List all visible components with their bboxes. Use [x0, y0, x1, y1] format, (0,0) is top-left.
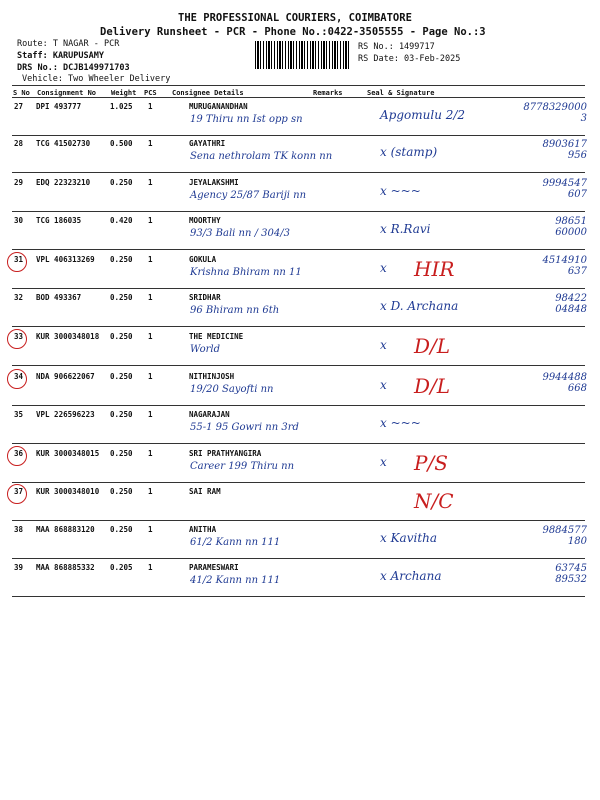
col-header-weight: Weight — [111, 89, 137, 97]
row-signature: x — [380, 455, 387, 469]
row-weight: 0.420 — [110, 216, 133, 225]
col-header-pcs: PCS — [144, 89, 157, 97]
row-weight: 0.250 — [110, 178, 133, 187]
row-sno: 27 — [14, 102, 24, 111]
circle-mark-icon — [7, 252, 27, 272]
row-divider — [12, 249, 585, 250]
table-row — [12, 559, 585, 597]
row-weight: 0.250 — [110, 525, 133, 534]
row-handwritten-address: Career 199 Thiru nn — [190, 461, 295, 472]
row-consignee-name: PARAMESWARI — [189, 563, 239, 572]
row-sno: 33 — [14, 332, 23, 341]
row-status-mark: N/C — [414, 489, 454, 513]
row-handwritten-address: 41/2 Kann nn 111 — [190, 575, 281, 586]
table-row — [12, 445, 585, 483]
row-sno: 36 — [14, 449, 23, 458]
row-handwritten-phone: 98651 60000 — [555, 216, 587, 238]
row-handwritten-phone: 9944488 668 — [542, 372, 587, 394]
row-handwritten-address: 96 Bhiram nn 6th — [190, 305, 280, 316]
row-handwritten-address: 93/3 Bali nn / 304/3 — [190, 228, 290, 239]
row-handwritten-phone: 9994547 607 — [542, 178, 587, 200]
table-row — [12, 483, 585, 521]
row-sno: 29 — [14, 178, 24, 187]
row-consignment-no: MAA 868883120 — [36, 525, 95, 534]
row-consignment-no: KUR 3000348018 — [36, 332, 100, 341]
row-pcs: 1 — [148, 332, 153, 341]
row-weight: 0.250 — [110, 372, 133, 381]
header-rule-top — [12, 85, 585, 86]
route-label: Route: T NAGAR - PCR — [17, 39, 120, 49]
row-pcs: 1 — [148, 563, 153, 572]
col-header-consignment: Consignment No — [37, 89, 97, 97]
row-signature: x Archana — [380, 569, 442, 583]
row-consignee-name: MURUGANANDHAN — [189, 102, 248, 111]
table-row — [12, 289, 585, 327]
row-consignee-name: GOKULA — [189, 255, 217, 264]
row-consignee-name: GAYATHRI — [189, 139, 226, 148]
col-header-remarks: Remarks — [313, 89, 343, 97]
row-divider — [12, 365, 585, 366]
table-row — [12, 251, 585, 289]
row-weight: 0.250 — [110, 449, 133, 458]
row-pcs: 1 — [148, 449, 153, 458]
row-handwritten-phone: 9884577 180 — [542, 525, 587, 547]
row-status-mark: D/L — [414, 374, 451, 398]
row-pcs: 1 — [148, 139, 153, 148]
row-status-mark: P/S — [414, 451, 448, 475]
circle-mark-icon — [7, 369, 27, 389]
table-row — [12, 98, 585, 136]
row-sno: 28 — [14, 139, 24, 148]
row-consignment-no: VPL 226596223 — [36, 410, 95, 419]
row-consignee-name: SRI PRATHYANGIRA — [189, 449, 262, 458]
row-sno: 30 — [14, 216, 24, 225]
row-handwritten-phone: 4514910 637 — [542, 255, 587, 277]
circle-mark-icon — [7, 329, 27, 349]
row-signature: x — [380, 261, 387, 275]
row-signature: x ~~~ — [380, 184, 421, 198]
row-handwritten-address: Krishna Bhiram nn 11 — [190, 267, 302, 278]
row-weight: 0.500 — [110, 139, 133, 148]
rs-date: RS Date: 03-Feb-2025 — [358, 54, 461, 64]
row-signature: x D. Archana — [380, 299, 459, 313]
drs-number: DRS No.: DCJB149971703 — [17, 63, 130, 73]
row-sno: 32 — [14, 293, 24, 302]
row-signature: x (stamp) — [380, 145, 438, 159]
row-pcs: 1 — [148, 372, 153, 381]
row-consignment-no: BOD 493367 — [36, 293, 82, 302]
table-row — [12, 174, 585, 212]
row-status-mark: D/L — [414, 334, 451, 358]
row-signature: Apgomulu 2/2 — [380, 108, 466, 122]
table-row — [12, 328, 585, 366]
row-signature: x — [380, 338, 387, 352]
row-sno: 39 — [14, 563, 24, 572]
row-consignment-no: KUR 3000348010 — [36, 487, 100, 496]
row-status-mark: HIR — [414, 257, 455, 281]
row-handwritten-address: 19 Thiru nn Ist opp sn — [190, 114, 303, 125]
row-consignment-no: MAA 868885332 — [36, 563, 95, 572]
table-row — [12, 368, 585, 406]
col-header-consignee: Consignee Details — [172, 89, 244, 97]
row-handwritten-address: 61/2 Kann nn 111 — [190, 537, 281, 548]
row-consignee-name: NITHINJOSH — [189, 372, 235, 381]
row-weight: 0.250 — [110, 293, 133, 302]
table-row — [12, 135, 585, 173]
col-header-seal: Seal & Signature — [367, 89, 435, 97]
table-row — [12, 406, 585, 444]
row-signature: x R.Ravi — [380, 222, 431, 236]
row-consignment-no: KUR 3000348015 — [36, 449, 100, 458]
row-consignee-name: SAI RAM — [189, 487, 221, 496]
row-consignment-no: DPI 493777 — [36, 102, 82, 111]
row-pcs: 1 — [148, 178, 153, 187]
row-consignee-name: SRIDHAR — [189, 293, 221, 302]
row-divider — [12, 172, 585, 173]
row-handwritten-phone: 98422 04848 — [555, 293, 587, 315]
row-signature: x — [380, 378, 387, 392]
row-weight: 0.250 — [110, 255, 133, 264]
row-consignment-no: EDQ 22323210 — [36, 178, 91, 187]
row-consignment-no: TCG 186035 — [36, 216, 82, 225]
vehicle-label: Vehicle: Two Wheeler Delivery — [22, 74, 171, 84]
row-consignee-name: MOORTHY — [189, 216, 221, 225]
row-handwritten-address: Sena nethrolam TK konn nn — [190, 151, 333, 162]
row-sno: 37 — [14, 487, 23, 496]
row-handwritten-address: Agency 25/87 Bariji nn — [190, 190, 307, 201]
table-row — [12, 521, 585, 559]
row-signature: x Kavitha — [380, 531, 438, 545]
barcode-image — [255, 41, 350, 69]
row-consignee-name: NAGARAJAN — [189, 410, 230, 419]
row-weight: 1.025 — [110, 102, 133, 111]
row-consignment-no: TCG 41502730 — [36, 139, 91, 148]
row-handwritten-phone: 63745 89532 — [555, 563, 587, 585]
table-row — [12, 212, 585, 250]
row-signature: x ~~~ — [380, 416, 421, 430]
row-handwritten-phone: 8778329000 3 — [523, 102, 587, 124]
row-pcs: 1 — [148, 102, 153, 111]
row-pcs: 1 — [148, 293, 153, 302]
row-pcs: 1 — [148, 410, 153, 419]
row-weight: 0.250 — [110, 332, 133, 341]
circle-mark-icon — [7, 484, 27, 504]
row-pcs: 1 — [148, 216, 153, 225]
row-sno: 34 — [14, 372, 23, 381]
row-weight: 0.250 — [110, 487, 133, 496]
row-consignee-name: THE MEDICINE — [189, 332, 244, 341]
runsheet-subtitle: Delivery Runsheet - PCR - Phone No.:0422-3505555 - Page No.:3 — [100, 26, 486, 38]
row-divider — [12, 596, 585, 597]
row-consignment-no: VPL 406313269 — [36, 255, 95, 264]
row-consignee-name: JEYALAKSHMI — [189, 178, 239, 187]
row-pcs: 1 — [148, 255, 153, 264]
row-consignee-name: ANITHA — [189, 525, 217, 534]
row-divider — [12, 326, 585, 327]
circle-mark-icon — [7, 446, 27, 466]
company-title: THE PROFESSIONAL COURIERS, COIMBATORE — [178, 12, 412, 24]
row-weight: 0.250 — [110, 410, 133, 419]
row-pcs: 1 — [148, 487, 153, 496]
row-weight: 0.205 — [110, 563, 133, 572]
staff-label: Staff: KARUPUSAMY — [17, 51, 104, 61]
row-consignment-no: NDA 906622067 — [36, 372, 95, 381]
rs-number: RS No.: 1499717 — [358, 42, 435, 52]
row-divider — [12, 443, 585, 444]
row-handwritten-address: 19/20 Sayofti nn — [190, 384, 274, 395]
row-handwritten-phone: 8903617 956 — [542, 139, 587, 161]
row-sno: 38 — [14, 525, 24, 534]
row-handwritten-address: 55-1 95 Gowri nn 3rd — [190, 422, 299, 433]
row-pcs: 1 — [148, 525, 153, 534]
row-sno: 35 — [14, 410, 24, 419]
col-header-sno: S No — [13, 89, 30, 97]
row-handwritten-address: World — [190, 344, 220, 355]
row-sno: 31 — [14, 255, 23, 264]
